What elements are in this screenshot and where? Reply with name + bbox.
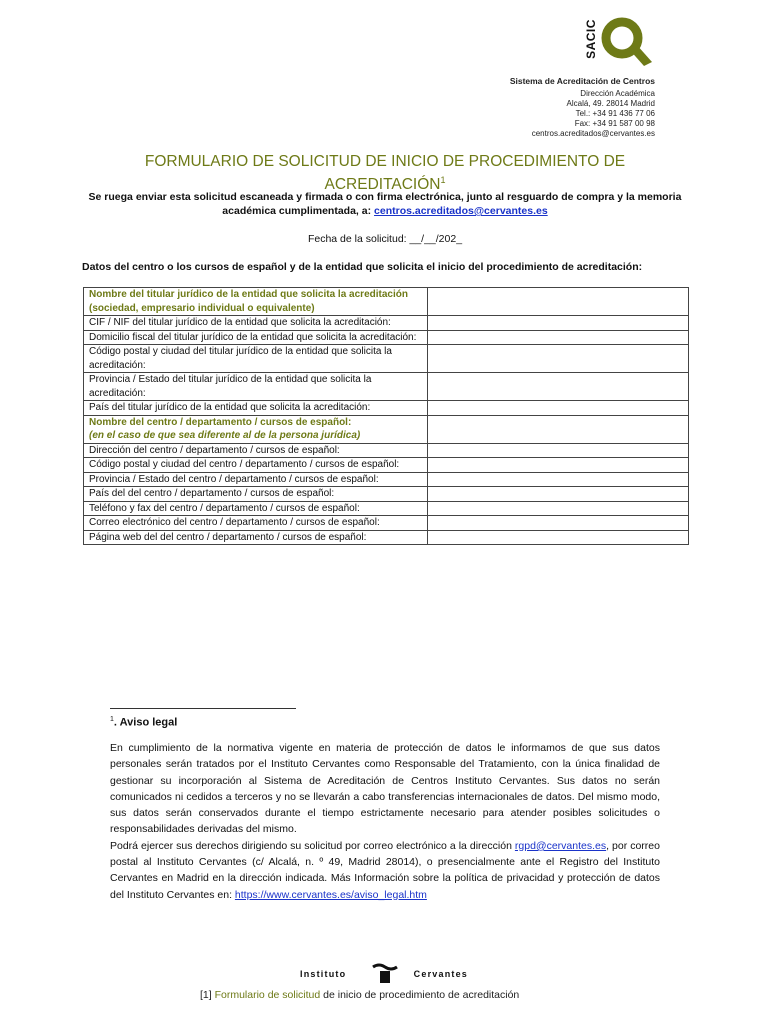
table-row	[84, 330, 689, 345]
logo-vertical-text: SACIC	[584, 19, 598, 59]
field-value[interactable]	[428, 316, 689, 331]
q-logo-icon	[598, 14, 654, 70]
field-value[interactable]	[428, 330, 689, 345]
field-label: Código postal y ciudad del centro / departamento / cursos de español:	[84, 458, 428, 473]
field-value[interactable]	[428, 501, 689, 516]
section-heading: Datos del centro o los cursos de español y de la entidad que solicita el inicio del procedimiento de acreditación:	[82, 261, 643, 273]
system-name: Sistema de Acreditación de Centros	[509, 76, 655, 86]
footnote-ref[interactable]: 1	[440, 175, 446, 185]
table-row	[84, 443, 689, 458]
contact-email: centros.acreditados@cervantes.es	[531, 129, 655, 138]
request-date-line[interactable]: Fecha de la solicitud: __/__/202_	[307, 233, 463, 245]
field-label: Provincia / Estado del titular jurídico de la entidad que solicita la acreditación:	[84, 373, 428, 401]
field-value[interactable]	[428, 415, 689, 443]
field-label: Nombre del centro / departamento / cursos de español: (en el caso de que sea diferente al de la persona jurídica)	[84, 415, 428, 443]
submission-email-link[interactable]: centros.acreditados@cervantes.es	[374, 205, 548, 217]
field-label: Domicilio fiscal del titular jurídico de la entidad que solicita la acreditación:	[84, 330, 428, 345]
field-value[interactable]	[428, 458, 689, 473]
table-row	[84, 288, 689, 316]
table-row	[84, 415, 689, 443]
table-row	[84, 516, 689, 531]
fax-line: Fax: +34 91 587 00 98	[574, 119, 655, 128]
field-value[interactable]	[428, 530, 689, 545]
field-label: Teléfono y fax del centro / departamento / cursos de español:	[84, 501, 428, 516]
field-label: CIF / NIF del titular jurídico de la entidad que solicita la acreditación:	[84, 316, 428, 331]
table-row	[84, 530, 689, 545]
rgpd-email-link[interactable]: rgpd@cervantes.es	[514, 839, 607, 852]
page-title: FORMULARIO DE SOLICITUD DE INICIO DE PROCEDIMIENTO DE ACREDITACIÓN$^1$	[144, 153, 626, 194]
field-value[interactable]	[428, 443, 689, 458]
field-value[interactable]	[428, 472, 689, 487]
field-value[interactable]	[428, 345, 689, 373]
phone-line: Tel.: +34 91 436 77 06	[575, 109, 655, 118]
legal-paragraph: En cumplimiento de la normativa vigente en materia de protección de datos le informamos de que sus datos personales serán tratados por el Instituto Cervantes como Responsable del Tratamiento, con la única finalidad de gestionar su incorporación al Sistema de Acreditación de Centros Instituto Cervantes. Sus datos no serán comunicados ni cedidos a terceros y no se llevarán a cabo transferencias internacionales de datos. Del mismo modo, sus datos serán conservados durante el tiempo estrictamente necesario para atender posibles solicitudes o responsabilidades derivadas del mismo.	[110, 742, 660, 836]
field-label: Código postal y ciudad del titular jurídico de la entidad que solicita la acreditación:	[84, 345, 428, 373]
table-row	[84, 501, 689, 516]
table-row	[84, 373, 689, 401]
field-value[interactable]	[428, 401, 689, 416]
contact-block	[510, 76, 655, 139]
field-label: Nombre del titular jurídico de la entidad que solicita la acreditación (sociedad, empresario individual o equivalente)	[84, 288, 428, 316]
field-label: País del del centro / departamento / cursos de español:	[84, 487, 428, 502]
field-value[interactable]	[428, 516, 689, 531]
table-row	[84, 401, 689, 416]
table-row	[84, 345, 689, 373]
footnote-divider	[110, 708, 296, 709]
table-row	[84, 472, 689, 487]
legal-paragraph: Podrá ejercer sus derechos dirigiendo su solicitud por correo electrónico a la dirección rgpd@cervantes.es, por correo postal al Instituto Cervantes (c/ Alcalá, n. º 49, Madrid 28014), o presencialmente ante el Registro del Instituto Cervantes en Madrid en la dirección indicada. Más Información sobre la política de privacidad y protección de datos del Instituto Cervantes en: https://www.cervantes.es/aviso_legal.htm	[110, 839, 660, 901]
address-line: Alcalá, 49. 28014 Madrid	[566, 99, 655, 108]
field-value[interactable]	[428, 487, 689, 502]
instituto-cervantes-logo: Instituto Cervantes	[300, 962, 468, 984]
field-label: País del titular jurídico de la entidad que solicita la acreditación:	[84, 401, 428, 416]
application-form-table	[83, 287, 689, 545]
field-label: Provincia / Estado del centro / departamento / cursos de español:	[84, 472, 428, 487]
field-value[interactable]	[428, 288, 689, 316]
table-row	[84, 458, 689, 473]
cervantes-emblem-icon	[369, 962, 401, 984]
field-value[interactable]	[428, 373, 689, 401]
footnote-title: $^1$. Aviso legal	[110, 716, 178, 729]
field-label: Página web del del centro / departamento / cursos de español:	[84, 530, 428, 545]
field-label: Dirección del centro / departamento / cursos de español:	[84, 443, 428, 458]
table-row	[84, 316, 689, 331]
page-footer: [1] Formulario de solicitud de inicio de procedimiento de acreditación	[200, 989, 520, 1001]
field-label: Correo electrónico del centro / departamento / cursos de español:	[84, 516, 428, 531]
address-line: Dirección Académica	[580, 89, 655, 98]
sacic-logo	[584, 14, 660, 70]
privacy-url-link[interactable]: https://www.cervantes.es/aviso_legal.htm	[234, 888, 427, 901]
intro-instructions: Se ruega enviar esta solicitud escaneada y firmada o con firma electrónica, junto al resguardo de compra y la memoria académica cumplimentada, a: centros.acreditados@cervantes.es	[88, 191, 682, 217]
table-row	[84, 487, 689, 502]
legal-notice	[110, 740, 660, 903]
